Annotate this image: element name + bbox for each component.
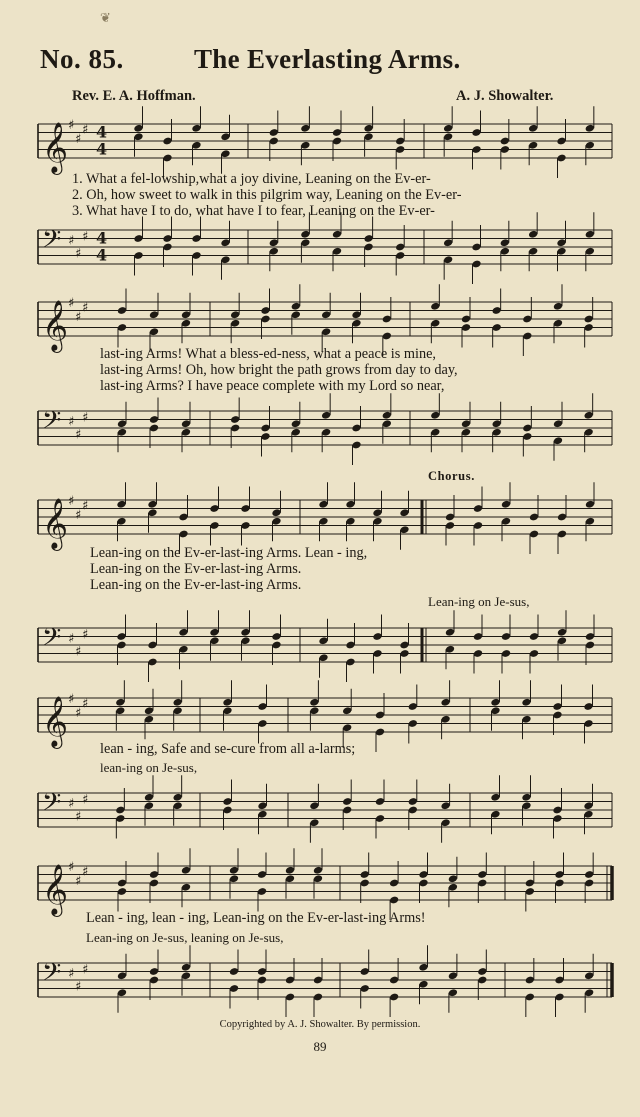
sharp-icon: ♯ [75,246,82,262]
sharp-icon: ♯ [82,792,89,808]
bass-staff-2 [0,405,640,465]
sharp-icon: ♯ [68,692,75,707]
chorus-line2: Lean-ing on the Ev-er-last-ing Arms. [90,561,302,577]
sharp-icon: ♯ [68,860,75,875]
chorus-line4: lean - ing, Safe and se-cure from all a-larms; [100,741,356,757]
verse2-line2: last-ing Arms! Oh, how bright the path grows from day to day, [100,362,458,378]
bass-clef-icon: 𝄢 [42,788,62,823]
verse1-line1: 1. What a fel-lowship,what a joy divine, Leaning on the Ev-er- [72,171,431,187]
bass-staff-4 [0,787,640,847]
verse3-line2: last-ing Arms? I have peace complete with my Lord so near, [100,378,445,394]
sharp-icon: ♯ [82,864,89,880]
bass-staff-5 [0,957,640,1017]
time-signature: 4 [96,245,108,265]
time-signature: 4 [96,139,108,159]
bass-clef-icon: 𝄢 [42,225,62,260]
treble-clef-icon: 𝄞 [42,864,69,915]
hymn-number: No. 85. [40,44,124,74]
treble-clef-icon: 𝄞 [42,300,69,351]
chorus-line1: Lean-ing on the Ev-er-last-ing Arms. Lean - ing, [90,545,368,561]
sharp-icon: ♯ [68,796,75,812]
sharp-icon: ♯ [82,300,89,316]
sharp-icon: ♯ [75,809,82,825]
treble-clef-icon: 𝄞 [42,696,69,747]
sharp-icon: ♯ [68,494,75,509]
sharp-icon: ♯ [75,427,82,443]
ink-mark: ❦ [100,10,111,25]
sharp-icon: ♯ [68,296,75,311]
verse3-line1: 3. What have I to do, what have I to fear, Leaning on the Ev-er- [72,203,435,219]
sharp-icon: ♯ [68,631,75,647]
sharp-icon: ♯ [82,627,89,643]
alto-echo-2: lean-ing on Je-sus, [100,760,198,775]
sharp-icon: ♯ [82,962,89,978]
sharp-icon: ♯ [75,131,82,147]
sharp-icon: ♯ [68,414,75,430]
treble-clef-icon: 𝄞 [42,498,69,549]
sharp-icon: ♯ [68,966,75,982]
sharp-icon: ♯ [82,410,89,426]
sharp-icon: ♯ [82,122,89,138]
bass-staff-3 [0,622,640,682]
sharp-icon: ♯ [75,873,82,889]
treble-staff-1 [0,118,640,178]
time-signature: 4 [96,228,108,248]
bass-clef-icon: 𝄢 [42,623,62,658]
bass-clef-icon: 𝄢 [42,406,62,441]
time-signature: 4 [96,122,108,142]
page-number: 89 [313,1039,327,1054]
bass-clef-icon: 𝄢 [42,958,62,993]
copyright-notice: Copyrighted by A. J. Showalter. By permission. [219,1019,421,1030]
sharp-icon: ♯ [75,979,82,995]
sharp-icon: ♯ [82,696,89,712]
chorus-label: Chorus. [428,469,475,483]
chorus-line5: Lean - ing, lean - ing, Lean-ing on the Ev-er-last-ing Arms! [86,910,426,926]
alto-echo-3: Lean-ing on Je-sus, leaning on Je-sus, [86,930,284,945]
verse1-line2: last-ing Arms! What a bless-ed-ness, what a peace is mine, [100,346,437,362]
alto-echo-1: Lean-ing on Je-sus, [428,594,530,609]
sharp-icon: ♯ [82,229,89,245]
composer: A. J. Showalter. [456,88,554,104]
chorus-line3: Lean-ing on the Ev-er-last-ing Arms. [90,577,302,593]
sharp-icon: ♯ [75,644,82,660]
sharp-icon: ♯ [75,309,82,325]
lyricist: Rev. E. A. Hoffman. [72,88,196,104]
sharp-icon: ♯ [68,233,75,249]
treble-clef-icon: 𝄞 [42,122,69,173]
bass-staff-1 [0,224,640,284]
sharp-icon: ♯ [82,498,89,514]
verse2-line1: 2. Oh, how sweet to walk in this pilgrim way, Leaning on the Ev-er- [72,187,462,203]
sharp-icon: ♯ [75,507,82,523]
hymn-title: The Everlasting Arms. [194,44,461,74]
sharp-icon: ♯ [75,705,82,721]
sharp-icon: ♯ [68,118,75,133]
